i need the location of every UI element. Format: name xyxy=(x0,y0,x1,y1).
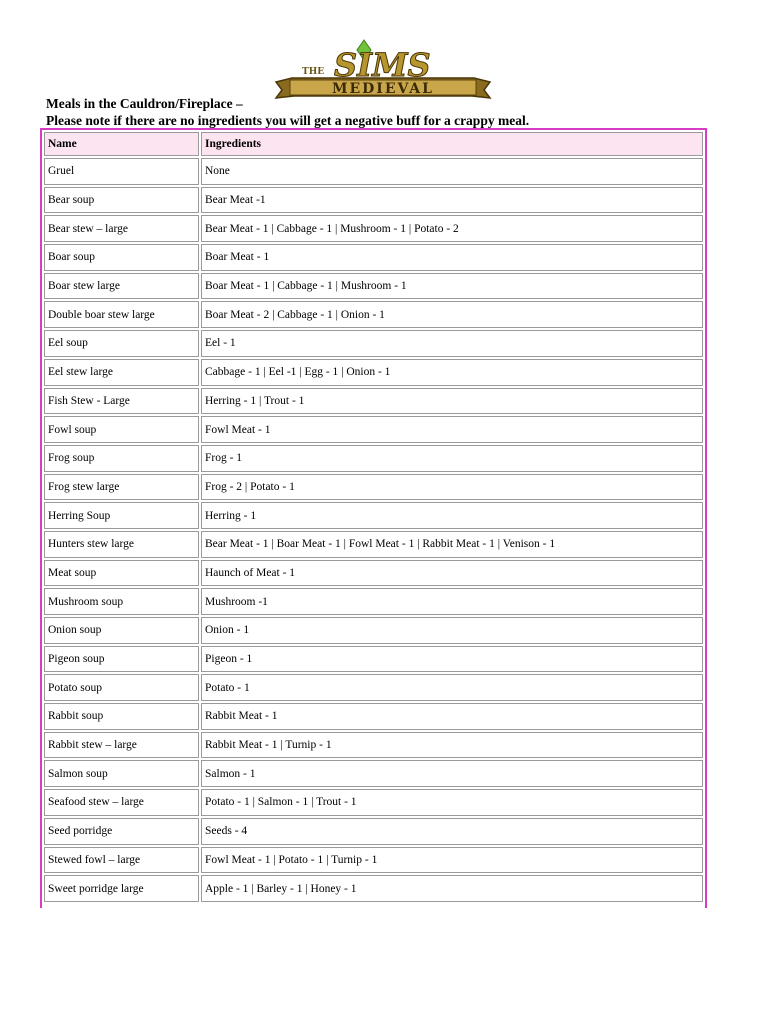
ingredients-cell: Frog - 2 | Potato - 1 xyxy=(201,474,703,501)
ingredients-cell: Fowl Meat - 1 | Potato - 1 | Turnip - 1 xyxy=(201,847,703,874)
meal-name-cell: Hunters stew large xyxy=(44,531,199,558)
heading-title: Meals in the Cauldron/Fireplace – xyxy=(46,96,243,111)
ingredients-cell: Boar Meat - 1 | Cabbage - 1 | Mushroom - 1 xyxy=(201,273,703,300)
table-row xyxy=(44,388,703,415)
meal-name-cell: Salmon soup xyxy=(44,760,199,787)
logo-sub-text: MEDIEVAL xyxy=(331,81,435,97)
meal-name-cell: Frog stew large xyxy=(44,474,199,501)
table-row xyxy=(44,617,703,644)
ingredients-cell: Herring - 1 xyxy=(201,502,703,529)
ingredients-cell: Apple - 1 | Barley - 1 | Honey - 1 xyxy=(201,875,703,902)
ingredients-cell: Salmon - 1 xyxy=(201,760,703,787)
ingredients-cell: Eel - 1 xyxy=(201,330,703,357)
meal-name-cell: Sweet porridge large xyxy=(44,875,199,902)
table-row xyxy=(44,215,703,242)
ingredients-cell: Seeds - 4 xyxy=(201,818,703,845)
header-name: Name xyxy=(44,132,199,156)
page-heading xyxy=(46,95,746,129)
ingredients-cell: Herring - 1 | Trout - 1 xyxy=(201,388,703,415)
ingredients-cell: Mushroom -1 xyxy=(201,588,703,615)
table-row xyxy=(44,847,703,874)
table-row xyxy=(44,359,703,386)
meal-name-cell: Bear stew – large xyxy=(44,215,199,242)
table-row xyxy=(44,560,703,587)
table-row xyxy=(44,674,703,701)
table-row xyxy=(44,789,703,816)
meal-name-cell: Bear soup xyxy=(44,187,199,214)
logo-big-text: SIMS xyxy=(334,46,431,84)
meal-name-cell: Boar stew large xyxy=(44,273,199,300)
table-row xyxy=(44,703,703,730)
ingredients-cell: None xyxy=(201,158,703,185)
ingredients-cell: Rabbit Meat - 1 xyxy=(201,703,703,730)
ingredients-cell: Rabbit Meat - 1 | Turnip - 1 xyxy=(201,732,703,759)
table-row xyxy=(44,445,703,472)
meal-name-cell: Double boar stew large xyxy=(44,301,199,328)
ingredients-cell: Boar Meat - 2 | Cabbage - 1 | Onion - 1 xyxy=(201,301,703,328)
ingredients-cell: Boar Meat - 1 xyxy=(201,244,703,271)
meal-name-cell: Fish Stew - Large xyxy=(44,388,199,415)
ingredients-cell: Frog - 1 xyxy=(201,445,703,472)
table-row xyxy=(44,474,703,501)
table-row xyxy=(44,158,703,185)
meal-name-cell: Eel soup xyxy=(44,330,199,357)
meal-name-cell: Frog soup xyxy=(44,445,199,472)
table-row xyxy=(44,818,703,845)
ingredients-cell: Cabbage - 1 | Eel -1 | Egg - 1 | Onion - 1 xyxy=(201,359,703,386)
table-row xyxy=(44,760,703,787)
table-row xyxy=(44,301,703,328)
meal-name-cell: Eel stew large xyxy=(44,359,199,386)
logo-small-text: THE xyxy=(302,67,325,77)
table-row xyxy=(44,875,703,902)
meal-name-cell: Onion soup xyxy=(44,617,199,644)
meals-table-frame xyxy=(40,128,707,908)
table-header-row xyxy=(44,132,703,156)
meal-name-cell: Pigeon soup xyxy=(44,646,199,673)
ingredients-cell: Onion - 1 xyxy=(201,617,703,644)
table-row xyxy=(44,588,703,615)
meal-name-cell: Rabbit stew – large xyxy=(44,732,199,759)
ingredients-cell: Bear Meat - 1 | Cabbage - 1 | Mushroom - 1 | Potato - 2 xyxy=(201,215,703,242)
ingredients-cell: Pigeon - 1 xyxy=(201,646,703,673)
table-row xyxy=(44,502,703,529)
meal-name-cell: Meat soup xyxy=(44,560,199,587)
table-row xyxy=(44,244,703,271)
meal-name-cell: Seed porridge xyxy=(44,818,199,845)
table-row xyxy=(44,732,703,759)
meal-name-cell: Rabbit soup xyxy=(44,703,199,730)
table-row xyxy=(44,531,703,558)
header-ingredients: Ingredients xyxy=(201,132,703,156)
meal-name-cell: Gruel xyxy=(44,158,199,185)
meal-name-cell: Mushroom soup xyxy=(44,588,199,615)
table-row xyxy=(44,646,703,673)
table-row xyxy=(44,273,703,300)
table-row xyxy=(44,330,703,357)
meal-name-cell: Herring Soup xyxy=(44,502,199,529)
meal-name-cell: Boar soup xyxy=(44,244,199,271)
ingredients-cell: Bear Meat -1 xyxy=(201,187,703,214)
table-row xyxy=(44,416,703,443)
meal-name-cell: Seafood stew – large xyxy=(44,789,199,816)
heading-note: Please note if there are no ingredients you will get a negative buff for a crappy meal. xyxy=(46,113,530,128)
ingredients-cell: Bear Meat - 1 | Boar Meat - 1 | Fowl Meat - 1 | Rabbit Meat - 1 | Venison - 1 xyxy=(201,531,703,558)
ingredients-cell: Haunch of Meat - 1 xyxy=(201,560,703,587)
meal-name-cell: Stewed fowl – large xyxy=(44,847,199,874)
ingredients-cell: Potato - 1 | Salmon - 1 | Trout - 1 xyxy=(201,789,703,816)
meals-table xyxy=(42,130,705,904)
meal-name-cell: Potato soup xyxy=(44,674,199,701)
meal-name-cell: Fowl soup xyxy=(44,416,199,443)
ingredients-cell: Fowl Meat - 1 xyxy=(201,416,703,443)
ingredients-cell: Potato - 1 xyxy=(201,674,703,701)
table-row xyxy=(44,187,703,214)
